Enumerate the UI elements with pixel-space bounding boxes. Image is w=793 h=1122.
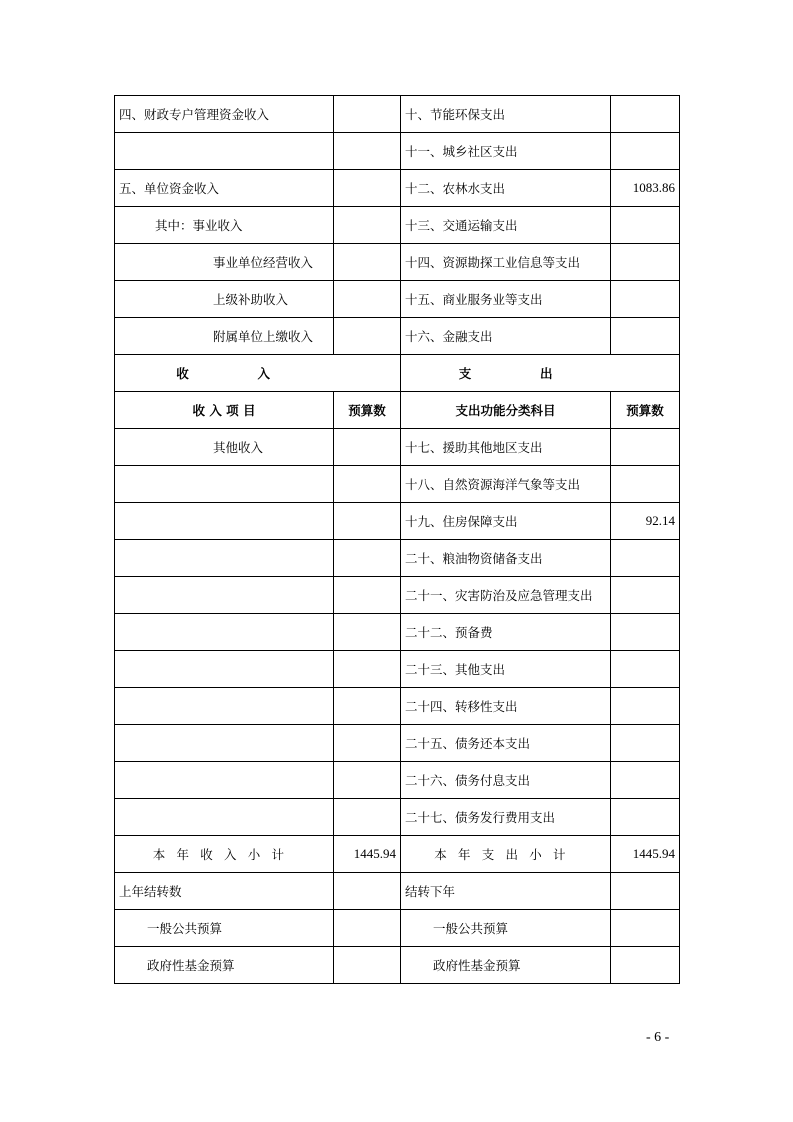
table-row (115, 281, 680, 318)
expense-value-cell (611, 244, 680, 281)
expense-value-cell (611, 318, 680, 355)
expense-value-cell (611, 688, 680, 725)
expense-item-cell: 政府性基金预算 (401, 947, 611, 984)
income-section-header: 收入 (115, 355, 401, 392)
income-item-cell: 四、财政专户管理资金收入 (115, 96, 334, 133)
income-item-cell (115, 614, 334, 651)
income-value-cell (334, 910, 401, 947)
expense-value-cell (611, 725, 680, 762)
expense-value-cell (611, 614, 680, 651)
income-subtotal-value: 1445.94 (334, 836, 401, 873)
expense-item-header: 支出功能分类科目 (401, 392, 611, 429)
table-row (115, 947, 680, 984)
expense-item-cell: 十七、援助其他地区支出 (401, 429, 611, 466)
expense-item-cell: 十一、城乡社区支出 (401, 133, 611, 170)
income-item-cell (115, 577, 334, 614)
income-value-cell (334, 170, 401, 207)
expense-item-cell: 十六、金融支出 (401, 318, 611, 355)
income-item-cell: 一般公共预算 (115, 910, 334, 947)
table-row (115, 577, 680, 614)
income-item-cell (115, 762, 334, 799)
table-row (115, 873, 680, 910)
expense-value-cell (611, 873, 680, 910)
income-value-cell (334, 318, 401, 355)
income-value-cell (334, 873, 401, 910)
expense-item-cell: 十三、交通运输支出 (401, 207, 611, 244)
income-value-cell (334, 503, 401, 540)
income-item-cell: 上年结转数 (115, 873, 334, 910)
income-subtotal-label: 本年收入小计 (115, 836, 334, 873)
income-value-cell (334, 799, 401, 836)
expense-item-cell: 二十二、预备费 (401, 614, 611, 651)
budget-table (114, 95, 680, 984)
expense-item-cell: 二十四、转移性支出 (401, 688, 611, 725)
expense-item-cell: 十二、农林水支出 (401, 170, 611, 207)
expense-value-cell (611, 651, 680, 688)
table-row (115, 466, 680, 503)
income-value-cell (334, 947, 401, 984)
expense-value-cell (611, 947, 680, 984)
table-row (115, 318, 680, 355)
expense-item-cell: 十九、住房保障支出 (401, 503, 611, 540)
expense-value-cell: 1083.86 (611, 170, 680, 207)
table-row (115, 651, 680, 688)
income-item-cell: 其中：事业收入 (115, 207, 334, 244)
expense-item-cell: 二十、粮油物资储备支出 (401, 540, 611, 577)
expense-value-cell (611, 207, 680, 244)
income-item-cell (115, 725, 334, 762)
page-number: - 6 - (646, 1030, 670, 1045)
expense-value-cell (611, 577, 680, 614)
table-row (115, 688, 680, 725)
income-value-cell (334, 207, 401, 244)
budget-header-2: 预算数 (611, 392, 680, 429)
expense-item-cell: 二十五、债务还本支出 (401, 725, 611, 762)
income-value-cell (334, 725, 401, 762)
expense-item-cell: 二十七、债务发行费用支出 (401, 799, 611, 836)
expense-subtotal-label: 本年支出小计 (401, 836, 611, 873)
table-row (115, 96, 680, 133)
budget-header: 预算数 (334, 392, 401, 429)
expense-value-cell: 92.14 (611, 503, 680, 540)
table-row (115, 133, 680, 170)
income-item-cell (115, 133, 334, 170)
expense-value-cell (611, 799, 680, 836)
expense-item-cell: 结转下年 (401, 873, 611, 910)
income-item-cell (115, 799, 334, 836)
income-item-cell (115, 540, 334, 577)
income-item-cell: 政府性基金预算 (115, 947, 334, 984)
expense-item-cell: 十八、自然资源海洋气象等支出 (401, 466, 611, 503)
expense-value-cell (611, 762, 680, 799)
income-item-cell: 五、单位资金收入 (115, 170, 334, 207)
table-row (115, 762, 680, 799)
expense-value-cell (611, 466, 680, 503)
expense-item-cell: 二十三、其他支出 (401, 651, 611, 688)
income-value-cell (334, 244, 401, 281)
table-row (115, 725, 680, 762)
income-value-cell (334, 429, 401, 466)
income-value-cell (334, 614, 401, 651)
expense-item-cell: 二十一、灾害防治及应急管理支出 (401, 577, 611, 614)
table-row (115, 244, 680, 281)
expense-item-cell: 一般公共预算 (401, 910, 611, 947)
income-item-cell: 其他收入 (115, 429, 334, 466)
table-row (115, 503, 680, 540)
table-row (115, 170, 680, 207)
income-value-cell (334, 651, 401, 688)
expense-item-cell: 十四、资源勘探工业信息等支出 (401, 244, 611, 281)
table-row (115, 799, 680, 836)
expense-section-header: 支出 (401, 355, 680, 392)
expense-value-cell (611, 96, 680, 133)
income-item-cell (115, 503, 334, 540)
income-item-cell (115, 466, 334, 503)
section-header-row (115, 355, 680, 392)
income-value-cell (334, 466, 401, 503)
income-value-cell (334, 540, 401, 577)
subtotal-row (115, 836, 680, 873)
expense-value-cell (611, 281, 680, 318)
income-value-cell (334, 688, 401, 725)
income-value-cell (334, 133, 401, 170)
income-item-cell (115, 688, 334, 725)
income-item-cell: 事业单位经营收入 (115, 244, 334, 281)
income-value-cell (334, 281, 401, 318)
income-item-cell: 附属单位上缴收入 (115, 318, 334, 355)
income-value-cell (334, 577, 401, 614)
income-item-cell: 上级补助收入 (115, 281, 334, 318)
expense-value-cell (611, 133, 680, 170)
column-header-row (115, 392, 680, 429)
expense-item-cell: 十、节能环保支出 (401, 96, 611, 133)
expense-subtotal-value: 1445.94 (611, 836, 680, 873)
expense-value-cell (611, 540, 680, 577)
table-row (115, 429, 680, 466)
table-row (115, 910, 680, 947)
expense-value-cell (611, 910, 680, 947)
expense-value-cell (611, 429, 680, 466)
income-value-cell (334, 96, 401, 133)
table-row (115, 207, 680, 244)
table-row (115, 540, 680, 577)
income-item-cell (115, 651, 334, 688)
income-item-header: 收 入 项 目 (115, 392, 334, 429)
expense-item-cell: 二十六、债务付息支出 (401, 762, 611, 799)
table-row (115, 614, 680, 651)
expense-item-cell: 十五、商业服务业等支出 (401, 281, 611, 318)
income-value-cell (334, 762, 401, 799)
